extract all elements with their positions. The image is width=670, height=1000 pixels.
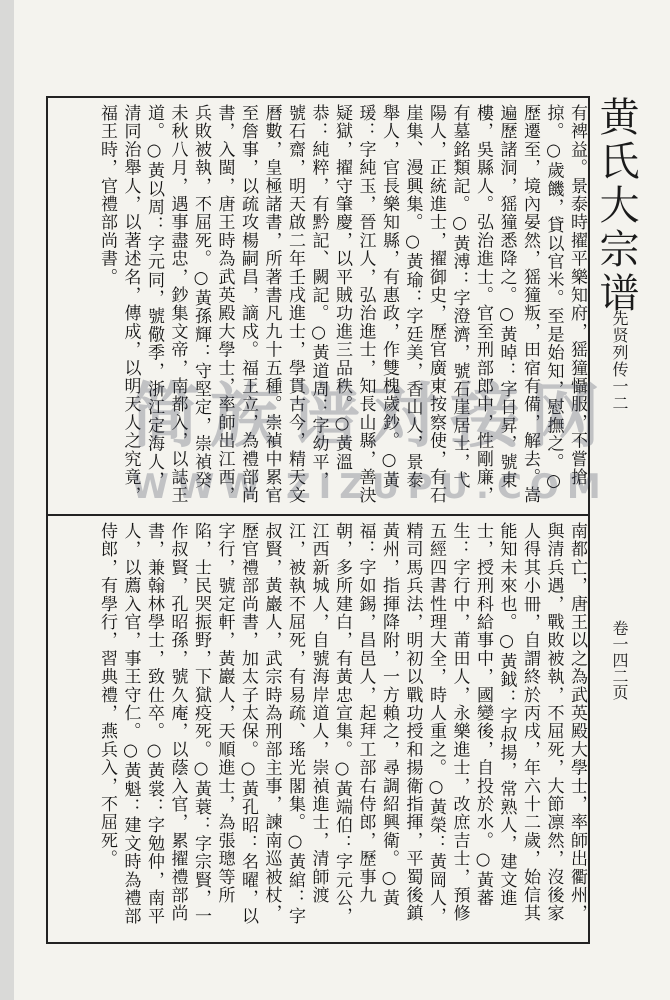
volume-page-label: 卷一四二页 [610,620,629,700]
lower-biography-text: 南都亡，唐王以之為武英殿大學士，率師出衢州，與清兵遇，戰敗被執，不屈死，大節凛然，沒後家人得其小冊，自謂終於丙戌，年六十二歲，始信其能知未來也。○黃鉞：字叔揚，常熟人，建文進士，授刑科給事中，國變後，自投於水。○黃蕃生：字行中，莆田人，永樂進士，改庶吉士，預修五經四書性理大全，時人重之。○黃榮：黃岡人，精司馬兵法，明初以戰功授和揚衛指揮，平蜀後鎮黃州，指揮降附，一方賴之，尋調紹興衛。○黃福：字如錫，昌邑人，起拜工部右侍郎，歷事九朝，多所建白，有黃忠宣集。○黃端伯：字元公，江西新城人，自號海岸道人，崇禎進士，清師渡江，被執不屈死，有易疏、瑤光閣集。○黃綰：字叔賢，黃巖人，武宗時為刑部主事，諫南巡被杖，歷官禮部尚書，加太子太保。○黃孔昭：名曜，以字行，號定軒，黃巖人，天順進士，為張璁等所陷，士民哭振野，下獄疫死。○黃蓑：字宗賢，一作叔賢，孔昭孫，號久庵，以蔭入官，累擢禮部尚書，兼翰林學士，致仕卒。○黃裳：字勉仲，南平人，以薦入官，事王守仁。○黃魁：建文時為禮部侍郎，有學行，習典禮，燕兵入，不屈死。 [97,522,587,926]
upper-biography-text: 有裨益。景泰時擢平樂知府，猺獞懾服，不嘗搶掠。○歲饑，貸以官米。至是始知，慰撫之。○歷遷至，境內晏然，猺獞叛，田宿有備，解去。嵩遍歷諸洞，猺獞悉降之。○黃晫：字日昇，號東樓，吳縣人。弘治進士。官至刑部郎中，性剛廉，有墓銘類記。○黃溥：字澄濟，號石崖居士，弋陽人，正統進士，擢御史，歷官廣東按察使，有石崖集、漫興集。○黃瑜：字廷美，香山人，景泰舉人，官長樂知縣，有惠政，作雙槐歲鈔。○黃瑗：字純玉，晉江人，弘治進士，知長山縣，善決疑獄，擢守肇慶，以平賊功進三品秩。○黃溫恭：純粹，有黔記、闕記。○黃道周：字幼平，號石齋，明天啟二年壬戌進士，學貫古今，精天文曆數，皇極諸書，所著書凡九十五種。崇禎中累官至詹事，以疏攻楊嗣昌，謫戍。福王立，為禮部尚書，入閩，唐王時為武英殿大學士，率師出江西，兵敗被執，不屈死。○黃孫輝：守堅定，崇禎癸未秋八月，遇事盡忠，鈔集文帝，南都入，以誌王道。○黃以周：字元同，號儆季，浙江定海人，清同治舉人，以著述名，傳成，以明天人之究竟，福王時，官禮部尚書。 [97,104,587,505]
watermark-url-text: WWW.ZIZUPU.COM [131,467,609,507]
section-title: 先贤列传一二 [610,310,629,412]
section-divider [46,514,590,516]
lower-biography-column-block [82,522,588,934]
watermark-main-text: 简族谱对接网 [130,375,610,457]
upper-biography-column-block [82,104,588,506]
book-title: 黄氏大宗谱 [593,96,639,316]
